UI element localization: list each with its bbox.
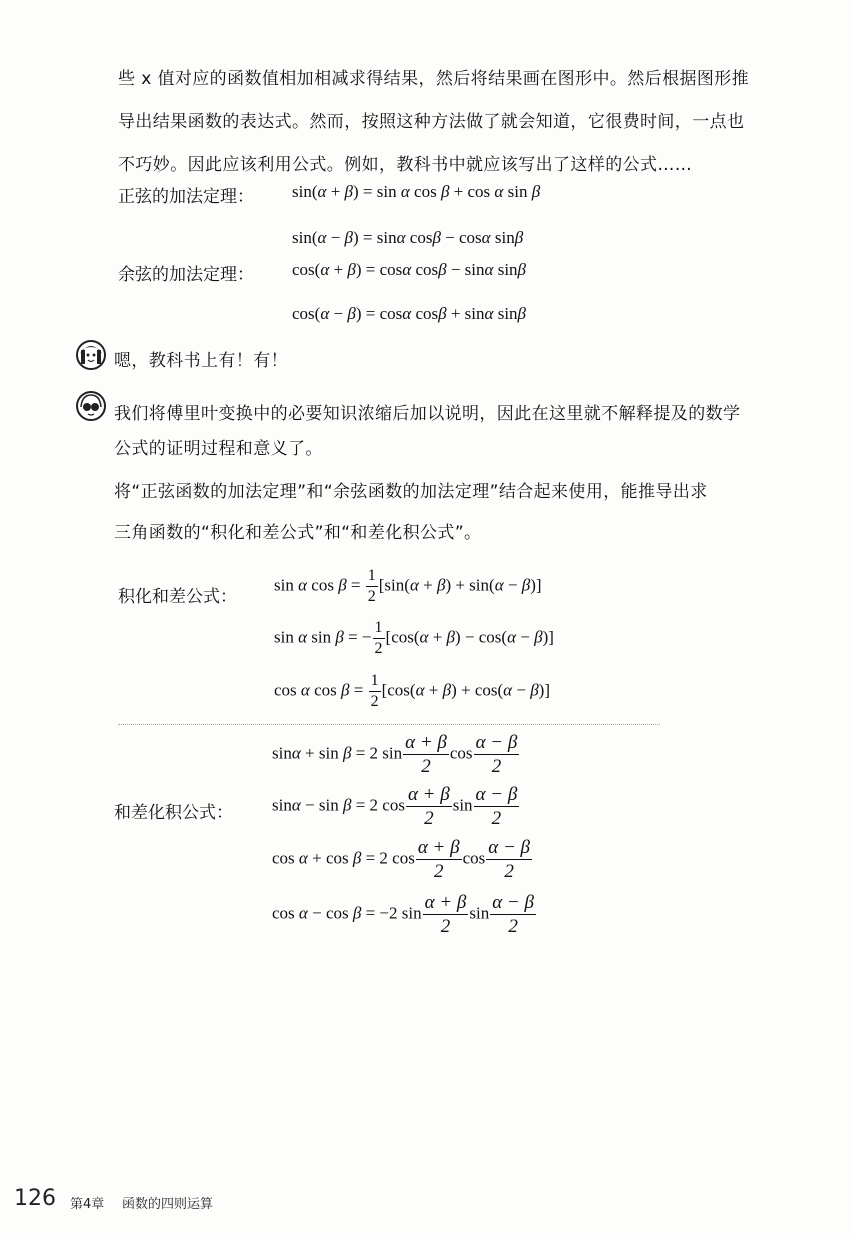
sine-addition-label: 正弦的加法定理：: [118, 187, 254, 207]
sum-to-product-label: 和差化积公式：: [114, 803, 233, 823]
chapter-title: 函数的四则运算: [122, 1197, 214, 1212]
page-number: 126: [14, 1186, 56, 1211]
sum-formula-cos-minus-cos: cos α − cos β = −2 sin $\frac{\alpha + \beta}{2}$ sin $\frac{\alpha - \beta}{2}$: [272, 892, 534, 937]
sin-sum-formula: sin(α + β) = sin α cos β + cos α sin β: [292, 182, 541, 201]
sum-formula-cos-plus-cos: cos α + cos β = 2 cos $\frac{\alpha + \beta}{2}$ cos $\frac{\alpha - \beta}{2}$: [272, 837, 531, 882]
cos-diff-formula: cos(α − β) = cosα cosβ + sinα sinβ: [292, 304, 527, 323]
section-divider: [118, 724, 660, 725]
dialogue-line-3b: 三角函数的“积化和差公式”和“和差化积公式”。: [114, 523, 482, 543]
cos-sum-formula: cos(α + β) = cosα cosβ − sinα sinβ: [292, 260, 527, 279]
chapter-label: 第4章: [70, 1197, 105, 1212]
girl-character-avatar-icon: [76, 340, 106, 370]
product-formula-cos-cos: cos α cos β = $\frac{1}{2}$ [cos(α + β) + cos(α − β)]: [274, 672, 550, 710]
cosine-addition-label: 余弦的加法定理：: [118, 265, 254, 285]
body-line-3: 不巧妙。因此应该利用公式。例如，教科书中就应该写出了这样的公式……: [118, 155, 693, 175]
sin-diff-formula: sin(α − β) = sinα cosβ − cosα sinβ: [292, 228, 524, 247]
body-line-2: 导出结果函数的表达式。然而，按照这种方法做了就会知道，它很费时间，一点也: [118, 112, 745, 132]
dialogue-line-1: 嗯，教科书上有！有！: [114, 351, 288, 371]
dialogue-line-3a: 将“正弦函数的加法定理”和“余弦函数的加法定理”结合起来使用，能推导出求: [114, 482, 708, 502]
product-formula-sin-cos: sin α cos β = $\frac{1}{2}$ [sin(α + β) + sin(α − β)]: [274, 567, 542, 605]
body-line-1: 些 x 值对应的函数值相加相减求得结果，然后将结果画在图形中。然后根据图形推: [118, 69, 750, 89]
glasses-character-avatar-icon: [76, 391, 106, 421]
sum-formula-sin-plus-sin: sinα + sin β = 2 sin $\frac{\alpha + \beta}{2}$ cos $\frac{\alpha - \beta}{2}$: [272, 732, 518, 777]
dialogue-line-2a: 我们将傅里叶变换中的必要知识浓缩后加以说明，因此在这里就不解释提及的数学: [114, 404, 741, 424]
product-formula-sin-sin: sin α sin β = − $\frac{1}{2}$ [cos(α + β) − cos(α − β)]: [274, 619, 554, 657]
dialogue-line-2b: 公式的证明过程和意义了。: [114, 439, 323, 459]
sum-formula-sin-minus-sin: sinα − sin β = 2 cos $\frac{\alpha + \beta}{2}$ sin $\frac{\alpha - \beta}{2}$: [272, 784, 518, 829]
product-to-sum-label: 积化和差公式：: [118, 587, 237, 607]
